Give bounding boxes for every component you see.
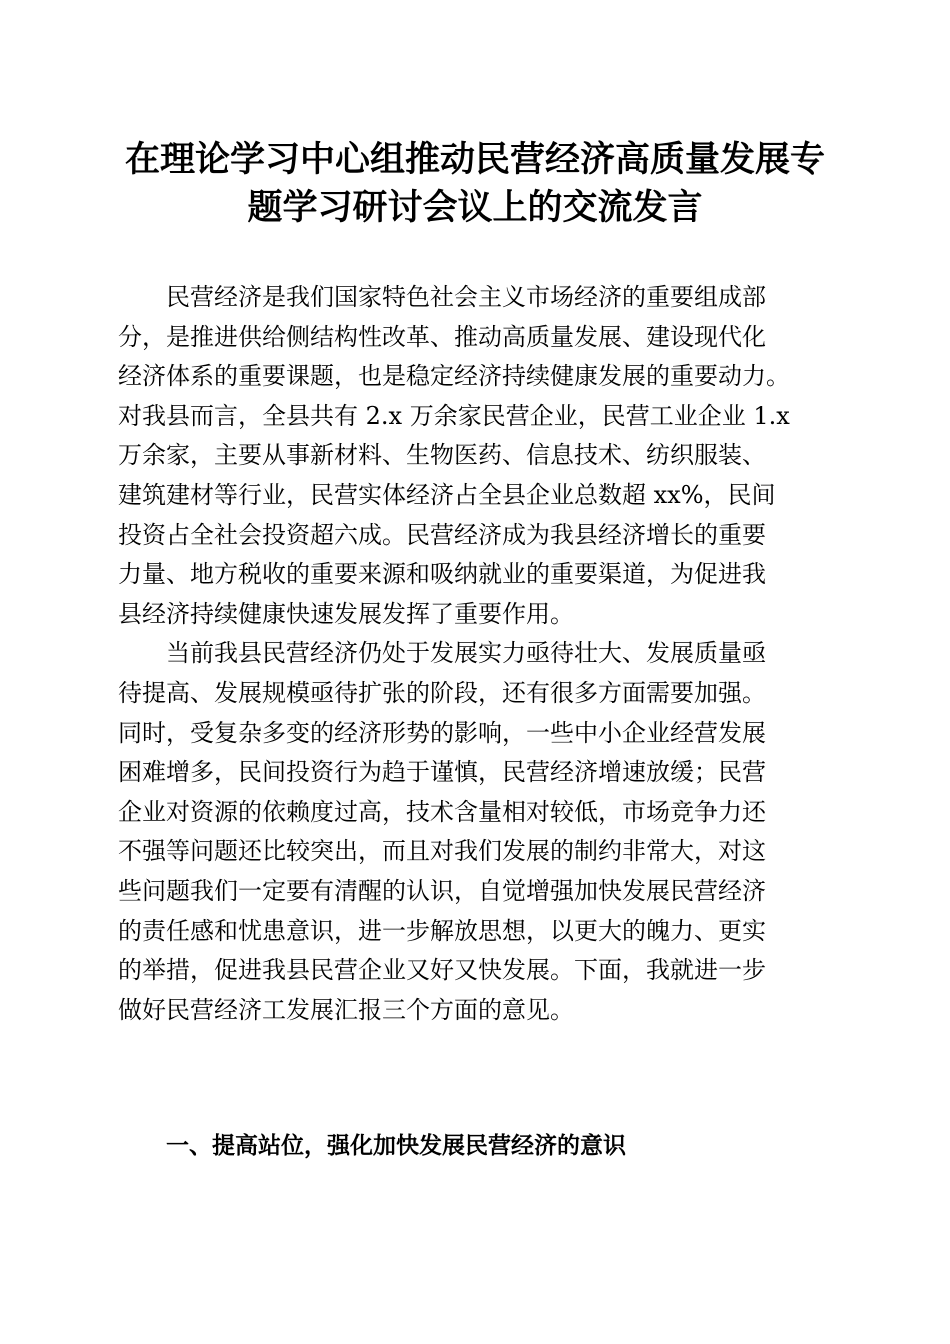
text-line: 的举措，促进我县民营企业又好又快发展。下面，我就进一步 [118, 956, 766, 985]
text-line: 同时，受复杂多变的经济形势的影响，一些中小企业经营发展 [118, 718, 766, 747]
text-line: 经济体系的重要课题，也是稳定经济持续健康发展的重要动力。 [118, 362, 790, 391]
text-line: 建筑建材等行业，民营实体经济占全县企业总数超 xx%，民间 [118, 480, 776, 509]
page-title [100, 136, 850, 232]
text-line: 待提高、发展规模亟待扩张的阶段，还有很多方面需要加强。 [118, 678, 766, 707]
text-line: 分，是推进供给侧结构性改革、推动高质量发展、建设现代化 [118, 322, 766, 351]
paragraph-2 [118, 634, 838, 1030]
text-line: 民营经济是我们国家特色社会主义市场经济的重要组成部 [166, 283, 766, 311]
text-line: 万余家，主要从事新材料、生物医药、信息技术、纺织服装、 [118, 441, 766, 470]
text-line: 困难增多，民间投资行为趋于谨慎，民营经济增速放缓；民营 [118, 758, 766, 787]
text-line: 些问题我们一定要有清醒的认识，自觉增强加快发展民营经济 [118, 876, 766, 905]
document-body [118, 278, 838, 1030]
paragraph-1 [118, 278, 838, 634]
text-line: 做好民营经济工发展汇报三个方面的意见。 [118, 995, 574, 1024]
title-line-2: 题学习研讨会议上的交流发言 [247, 187, 703, 228]
text-line: 当前我县民营经济仍处于发展实力亟待壮大、发展质量亟 [166, 639, 766, 668]
text-line: 力量、地方税收的重要来源和吸纳就业的重要渠道，为促进我 [118, 560, 766, 589]
text-line: 对我县而言，全县共有 2.x 万余家民营企业，民营工业企业 1.x [118, 401, 790, 430]
title-line-1: 在理论学习中心组推动民营经济高质量发展专 [124, 139, 825, 180]
section-heading: 一、提高站位，强化加快发展民营经济的意识 [166, 1133, 626, 1159]
text-line: 县经济持续健康快速发展发挥了重要作用。 [118, 599, 574, 628]
text-line: 不强等问题还比较突出，而且对我们发展的制约非常大，对这 [118, 837, 766, 866]
text-line: 投资占全社会投资超六成。民营经济成为我县经济增长的重要 [118, 520, 766, 549]
text-line: 企业对资源的依赖度过高，技术含量相对较低，市场竞争力还 [118, 797, 766, 826]
text-line: 的责任感和忧患意识，进一步解放思想，以更大的魄力、更实 [118, 916, 766, 945]
